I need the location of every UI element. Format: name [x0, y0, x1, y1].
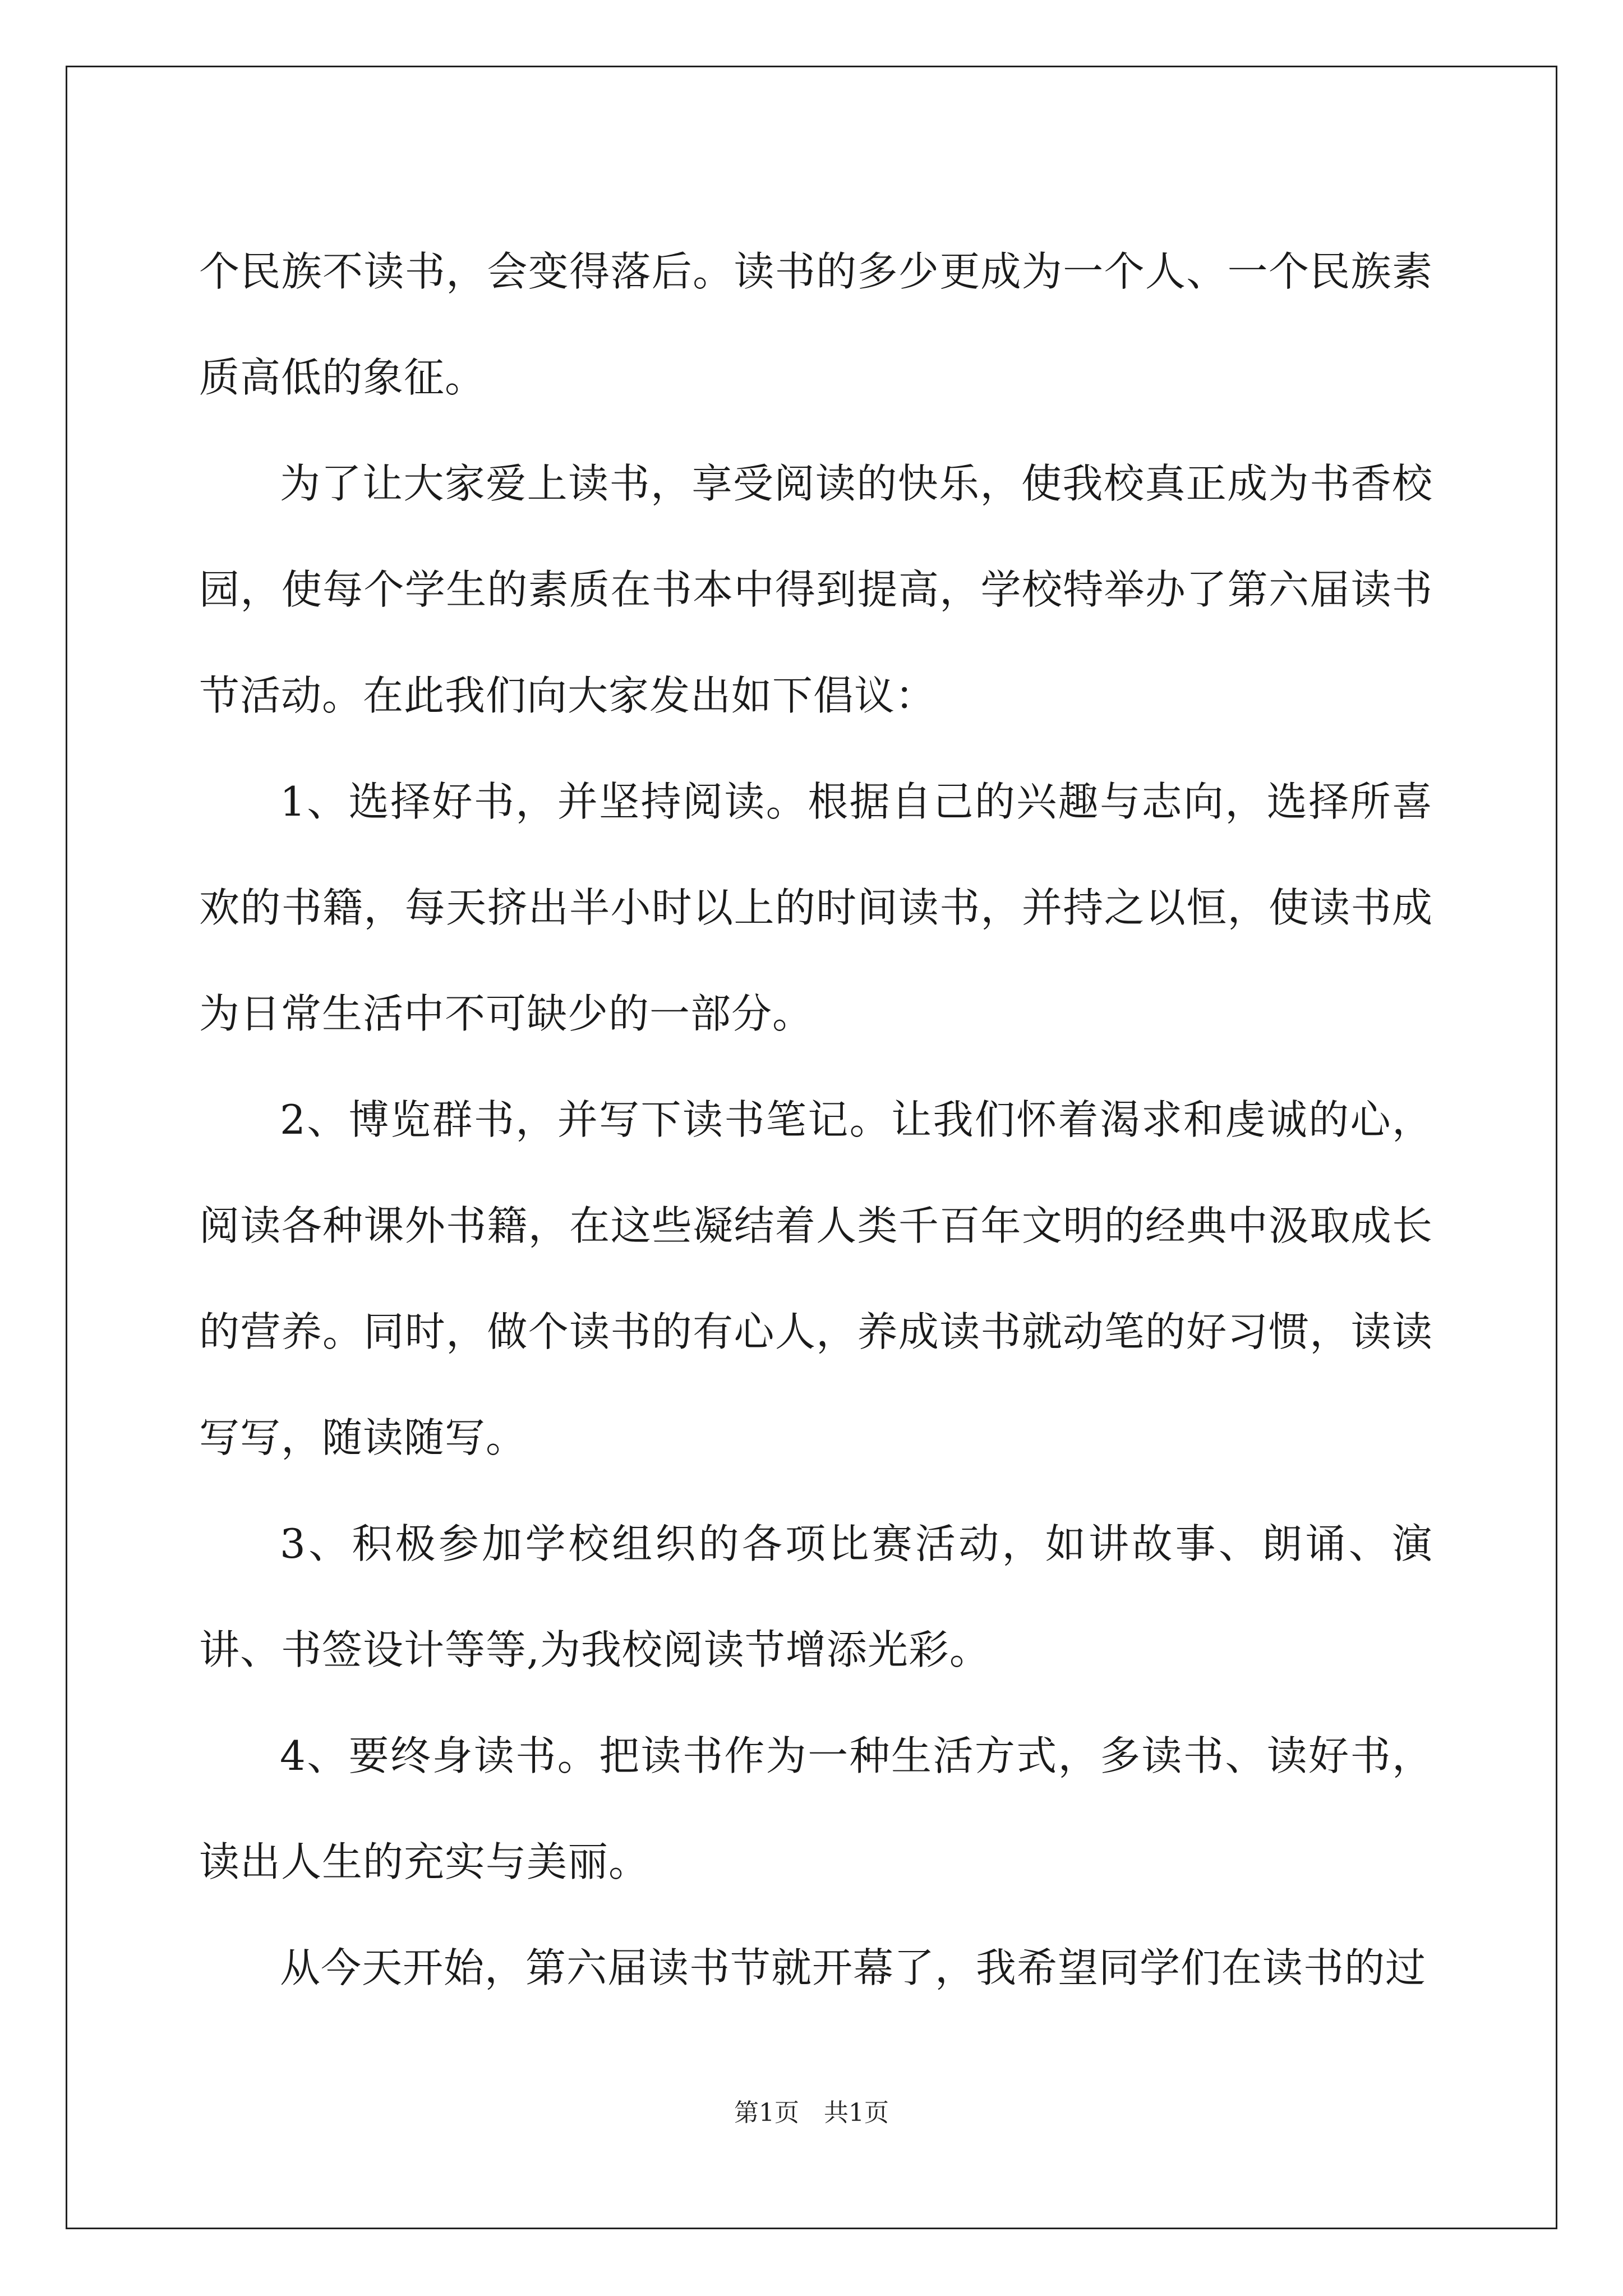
- document-body: [199, 219, 1433, 2021]
- paragraph-5: 3、积极参加学校组织的各项比赛活动，如讲故事、朗诵、演讲、书签设计等等,为我校阅读节增添光彩。: [199, 1520, 1433, 1673]
- paragraph-6: 4、要终身读书。把读书作为一种生活方式，多读书、读好书，读出人生的充实与美丽。: [199, 1732, 1433, 1885]
- paragraph-3: 1、选择好书，并坚持阅读。根据自己的兴趣与志向，选择所喜欢的书籍，每天挤出半小时以上的时间读书，并持之以恒，使读书成为日常生活中不可缺少的一部分。: [199, 778, 1433, 1037]
- paragraph-7: 从今天开始，第六届读书节就开幕了，我希望同学们在读书的过: [280, 1944, 1427, 1991]
- paragraph-4: 2、博览群书，并写下读书笔记。让我们怀着渴求和虔诚的心，阅读各种课外书籍，在这些凝结着人类千百年文明的经典中汲取成长的营养。同时，做个读书的有心人，养成读书就动笔的好习惯，读读写写，随读随写。: [199, 1096, 1433, 1461]
- paragraph-1: 个民族不读书，会变得落后。读书的多少更成为一个人、一个民族素质高低的象征。: [199, 248, 1433, 401]
- page-footer: 第1页 共1页: [734, 2099, 889, 2127]
- paragraph-2: 为了让大家爱上读书，享受阅读的快乐，使我校真正成为书香校园，使每个学生的素质在书本中得到提高，学校特举办了第六届读书节活动。在此我们向大家发出如下倡议：: [199, 460, 1433, 719]
